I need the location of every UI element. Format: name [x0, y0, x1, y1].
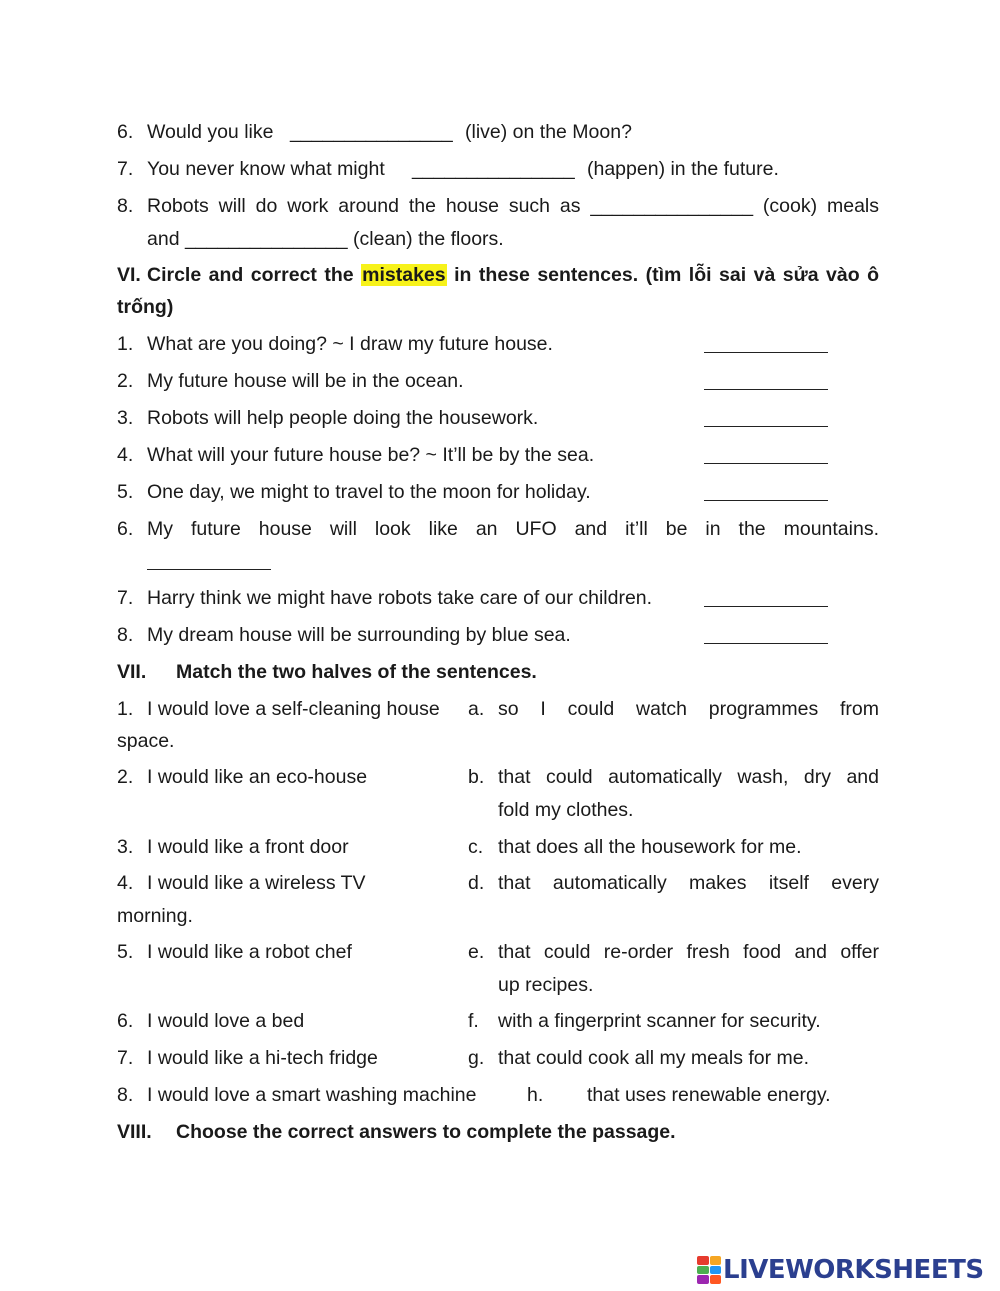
item-number: 4.: [117, 444, 134, 466]
title-text: Circle and correct the: [147, 264, 354, 286]
item-number: 3.: [117, 407, 134, 429]
sentence: My dream house will be surrounding by blue sea.: [147, 624, 571, 646]
match-letter: g.: [468, 1047, 485, 1069]
match-number: 7.: [117, 1047, 134, 1069]
section-vi-number: VI.: [117, 264, 141, 286]
match-right-text-cont: space.: [117, 730, 175, 752]
match-number: 5.: [117, 941, 134, 963]
match-number: 4.: [117, 872, 134, 894]
item-number: 8.: [117, 195, 134, 217]
section-vii-title: Match the two halves of the sentences.: [176, 661, 537, 683]
correction-blank[interactable]: [704, 426, 828, 427]
logo-blocks-icon: [697, 1256, 721, 1284]
match-number: 6.: [117, 1010, 134, 1032]
sentence: Robots will help people doing the housework.: [147, 407, 539, 429]
match-right-text: that uses renewable energy.: [587, 1084, 831, 1106]
match-letter: f.: [468, 1010, 479, 1032]
item-number: 5.: [117, 481, 134, 503]
question-text: You never know what might: [147, 158, 385, 180]
match-letter: b.: [468, 766, 485, 788]
section-vi-title: [147, 263, 879, 287]
correction-blank[interactable]: [704, 389, 828, 390]
item-number: 7.: [117, 587, 134, 609]
match-right-text: with a fingerprint scanner for security.: [498, 1010, 821, 1032]
item-number: 7.: [117, 158, 134, 180]
match-right-text: so I could watch programmes from: [498, 698, 879, 720]
match-number: 1.: [117, 698, 134, 720]
correction-blank[interactable]: [704, 463, 828, 464]
match-letter: d.: [468, 872, 485, 894]
match-number: 8.: [117, 1084, 134, 1106]
match-letter: a.: [468, 698, 485, 720]
match-number: 2.: [117, 766, 134, 788]
highlighted-word: mistakes: [362, 264, 446, 286]
item-number: 2.: [117, 370, 134, 392]
match-left-text: I would like a front door: [147, 836, 349, 858]
question-text: Robots will do work around the house such as _______________ (cook) meals: [147, 195, 879, 217]
section-viii-number: VIII.: [117, 1121, 152, 1143]
match-right-text: that automatically makes itself every: [498, 872, 879, 894]
liveworksheets-logo[interactable]: [697, 1254, 984, 1286]
item-number: 1.: [117, 333, 134, 355]
item-number: 6.: [117, 518, 134, 540]
match-right-text-cont: morning.: [117, 905, 193, 927]
match-right-text: that could automatically wash, dry and: [498, 766, 879, 788]
correction-blank[interactable]: [704, 606, 828, 607]
question-text: (happen) in the future.: [587, 158, 779, 180]
sentence: My future house will look like an UFO and it’ll be in the mountains.: [147, 518, 879, 540]
match-left-text: I would like a robot chef: [147, 941, 352, 963]
sentence: What are you doing? ~ I draw my future house.: [147, 333, 553, 355]
match-left-text: I would love a bed: [147, 1010, 305, 1032]
match-left-text: I would like an eco-house: [147, 766, 368, 788]
match-left-text: I would like a hi-tech fridge: [147, 1047, 378, 1069]
sentence: One day, we might to travel to the moon for holiday.: [147, 481, 591, 503]
match-right-text: that does all the housework for me.: [498, 836, 802, 858]
match-right-text: that could cook all my meals for me.: [498, 1047, 810, 1069]
match-left-text: I would like a wireless TV: [147, 872, 366, 894]
question-text: (live) on the Moon?: [465, 121, 632, 143]
match-number: 3.: [117, 836, 134, 858]
title-text: in these sentences. (tìm lỗi sai và sửa vào ô: [454, 264, 880, 286]
item-number: 6.: [117, 121, 134, 143]
match-left-text: I would love a self-cleaning house: [147, 698, 440, 720]
match-letter: e.: [468, 941, 485, 963]
question-text: and _______________ (clean) the floors.: [147, 228, 504, 250]
correction-blank[interactable]: [147, 569, 271, 570]
correction-blank[interactable]: [704, 500, 828, 501]
question-text: Would you like: [147, 121, 274, 143]
sentence: My future house will be in the ocean.: [147, 370, 464, 392]
sentence: Harry think we might have robots take care of our children.: [147, 587, 653, 609]
section-vii-number: VII.: [117, 661, 147, 683]
correction-blank[interactable]: [704, 643, 828, 644]
match-left-text: I would love a smart washing machine: [147, 1084, 477, 1106]
match-right-text-cont: up recipes.: [498, 974, 594, 996]
sentence: What will your future house be? ~ It’ll be by the sea.: [147, 444, 595, 466]
item-number: 8.: [117, 624, 134, 646]
section-vi-title-line2: trống): [117, 296, 174, 318]
answer-blank[interactable]: _______________: [290, 121, 453, 143]
answer-blank[interactable]: _______________: [412, 158, 575, 180]
match-letter: h.: [527, 1084, 544, 1106]
section-viii-title: Choose the correct answers to complete the passage.: [176, 1121, 676, 1143]
match-right-text: that could re-order fresh food and offer: [498, 941, 879, 963]
match-right-text-cont: fold my clothes.: [498, 799, 634, 821]
logo-text: LIVEWORKSHEETS: [723, 1255, 984, 1285]
match-letter: c.: [468, 836, 484, 858]
correction-blank[interactable]: [704, 352, 828, 353]
